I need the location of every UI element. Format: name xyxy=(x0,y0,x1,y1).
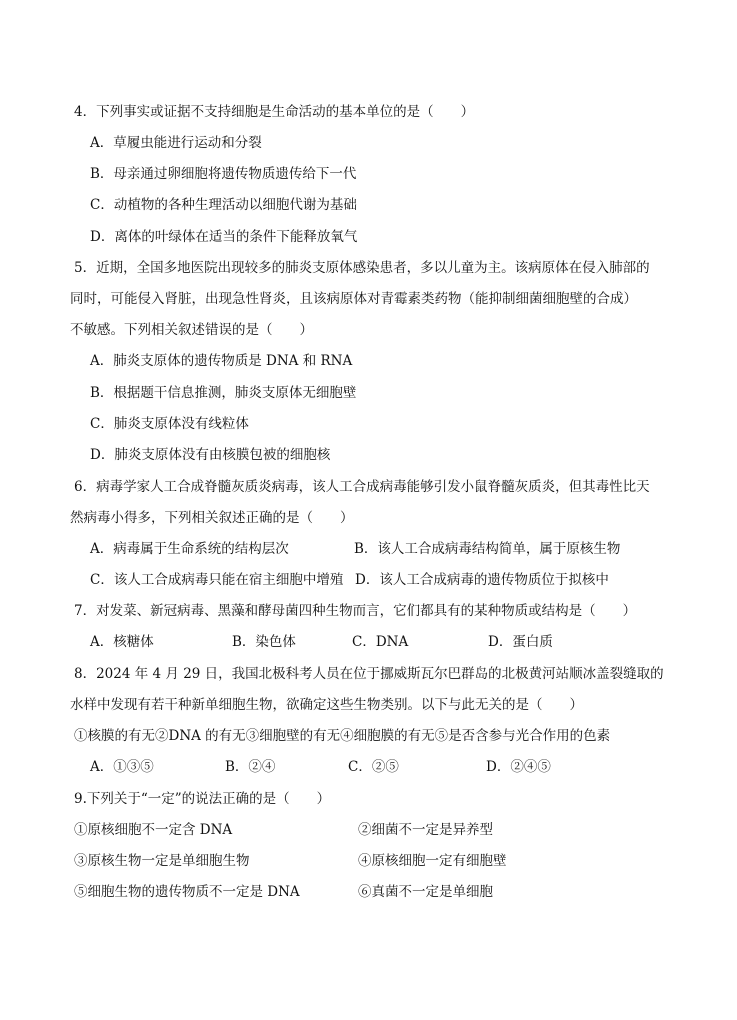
q8-option-a: A．①③⑤ xyxy=(90,759,154,775)
q6-option-a: A．病毒属于生命系统的结构层次 xyxy=(90,541,289,557)
q4-option-c: C．动植物的各种生理活动以细胞代谢为基础 xyxy=(90,197,357,213)
q6-option-d: D．该人工合成病毒的遗传物质位于拟核中 xyxy=(355,572,609,588)
q6-stem-line-2: 然病毒小得多，下列相关叙述正确的是（ ） xyxy=(70,510,354,526)
q8-stem-line-1: 8．2024 年 4 月 29 日，我国北极科考人员在位于挪威斯瓦尔巴群岛的北极黄河站顺冰盖裂缝取的 xyxy=(74,666,664,682)
q4-option-d: D．离体的叶绿体在适当的条件下能释放氧气 xyxy=(90,229,358,245)
q5-option-d: D．肺炎支原体没有由核膜包被的细胞核 xyxy=(90,447,331,463)
q6-option-c: C．该人工合成病毒只能在宿主细胞中增殖 xyxy=(90,572,344,588)
q5-option-a: A．肺炎支原体的遗传物质是 DNA 和 RNA xyxy=(90,353,353,369)
q9-stem: 9.下列关于“一定”的说法正确的是（ ） xyxy=(74,791,331,807)
q5-stem-line-2: 同时，可能侵入肾脏，出现急性肾炎，且该病原体对青霉素类药物（能抑制细菌细胞壁的合成） xyxy=(70,291,637,307)
q4-option-a: A．草履虫能进行运动和分裂 xyxy=(90,135,262,151)
q5-option-b: B．根据题干信息推测，肺炎支原体无细胞壁 xyxy=(90,385,357,401)
q4-stem: 4．下列事实或证据不支持细胞是生命活动的基本单位的是（ ） xyxy=(74,104,475,120)
q7-option-b: B．染色体 xyxy=(232,634,296,650)
q7-stem: 7．对发菜、新冠病毒、黑藻和酵母菌四种生物而言，它们都具有的某种物质或结构是（ ） xyxy=(74,603,637,619)
q9-statement-1: ①原核细胞不一定含 DNA xyxy=(74,822,233,838)
q8-stem-line-2: 水样中发现有若干种新单细胞生物，欲确定这些生物类别。以下与此无关的是（ ） xyxy=(70,697,583,713)
q9-statement-4: ④原核细胞一定有细胞壁 xyxy=(358,853,507,869)
q7-option-c: C．DNA xyxy=(352,634,409,650)
q9-statement-2: ②细菌不一定是异养型 xyxy=(358,822,493,838)
q5-stem-line-1: 5．近期，全国多地医院出现较多的肺炎支原体感染患者，多以儿童为主。该病原体在侵入肺部的 xyxy=(74,260,650,276)
q5-option-c: C．肺炎支原体没有线粒体 xyxy=(90,416,249,432)
q8-option-c: C．②⑤ xyxy=(348,759,399,775)
q7-option-a: A．核糖体 xyxy=(90,634,154,650)
q6-option-b: B．该人工合成病毒结构简单，属于原核生物 xyxy=(354,541,621,557)
q9-statement-3: ③原核生物一定是单细胞生物 xyxy=(74,853,250,869)
q9-statement-6: ⑥真菌不一定是单细胞 xyxy=(358,884,493,900)
q5-stem-line-3: 不敏感。下列相关叙述错误的是（ ） xyxy=(70,322,313,338)
q7-option-d: D．蛋白质 xyxy=(488,634,553,650)
q4-option-b: B．母亲通过卵细胞将遗传物质遗传给下一代 xyxy=(90,166,357,182)
q6-stem-line-1: 6．病毒学家人工合成脊髓灰质炎病毒，该人工合成病毒能够引发小鼠脊髓灰质炎，但其毒性比天 xyxy=(74,479,650,495)
q8-option-b: B．②④ xyxy=(225,759,276,775)
q8-option-d: D．②④⑤ xyxy=(486,759,551,775)
q9-statement-5: ⑤细胞生物的遗传物质不一定是 DNA xyxy=(74,884,300,900)
q8-items-line: ①核膜的有无②DNA 的有无③细胞壁的有无④细胞膜的有无⑤是否含参与光合作用的色素 xyxy=(74,728,611,744)
